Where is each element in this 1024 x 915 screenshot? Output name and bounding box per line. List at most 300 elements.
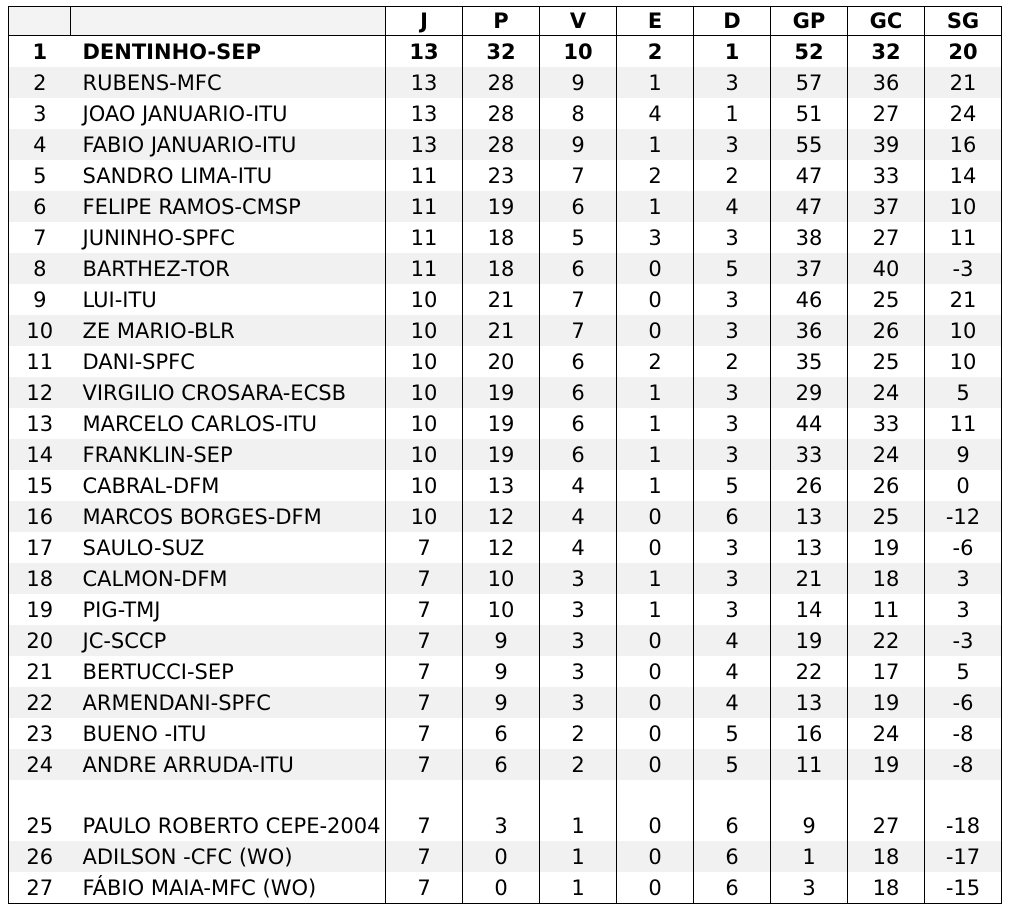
goals-for: 13	[771, 687, 848, 718]
losses: 6	[694, 841, 771, 872]
goal-difference: -12	[925, 501, 1002, 532]
games-played: 10	[386, 470, 463, 501]
games-played: 7	[386, 625, 463, 656]
row-position: 25	[9, 780, 71, 841]
goal-difference: -15	[925, 872, 1002, 904]
header-goals-against: GC	[848, 7, 925, 36]
losses: 6	[694, 872, 771, 904]
draws: 0	[617, 718, 694, 749]
losses: 3	[694, 408, 771, 439]
player-name: BUENO -ITU	[71, 718, 386, 749]
points: 0	[463, 841, 540, 872]
wins: 9	[540, 129, 617, 160]
player-name: VIRGILIO CROSARA-ECSB	[71, 377, 386, 408]
row-position: 15	[9, 470, 71, 501]
table-row	[9, 687, 1002, 718]
losses: 4	[694, 191, 771, 222]
wins: 3	[540, 656, 617, 687]
header-draws: E	[617, 7, 694, 36]
player-name: JUNINHO-SPFC	[71, 222, 386, 253]
points: 0	[463, 872, 540, 904]
table-row	[9, 470, 1002, 501]
draws: 0	[617, 841, 694, 872]
losses: 3	[694, 129, 771, 160]
losses: 5	[694, 749, 771, 780]
goals-for: 55	[771, 129, 848, 160]
goals-against: 27	[848, 98, 925, 129]
wins: 3	[540, 563, 617, 594]
goals-against: 24	[848, 718, 925, 749]
draws: 0	[617, 625, 694, 656]
wins: 8	[540, 98, 617, 129]
games-played: 13	[386, 98, 463, 129]
goals-against: 19	[848, 749, 925, 780]
points: 12	[463, 532, 540, 563]
goals-against: 18	[848, 841, 925, 872]
wins: 7	[540, 284, 617, 315]
points: 20	[463, 346, 540, 377]
goal-difference: 3	[925, 563, 1002, 594]
points: 28	[463, 67, 540, 98]
goal-difference: 5	[925, 656, 1002, 687]
losses: 3	[694, 563, 771, 594]
table-row	[9, 718, 1002, 749]
wins: 7	[540, 315, 617, 346]
goal-difference: -3	[925, 253, 1002, 284]
table-row	[9, 501, 1002, 532]
player-name: FABIO JANUARIO-ITU	[71, 129, 386, 160]
row-position: 14	[9, 439, 71, 470]
row-position: 8	[9, 253, 71, 284]
goal-difference: 10	[925, 346, 1002, 377]
games-played: 11	[386, 191, 463, 222]
goal-difference: 11	[925, 222, 1002, 253]
wins: 5	[540, 222, 617, 253]
table-row	[9, 222, 1002, 253]
table-row	[9, 129, 1002, 160]
goal-difference: -8	[925, 749, 1002, 780]
table-row	[9, 315, 1002, 346]
goals-against: 33	[848, 160, 925, 191]
goals-against: 25	[848, 501, 925, 532]
player-name: BARTHEZ-TOR	[71, 253, 386, 284]
header-goal-difference: SG	[925, 7, 1002, 36]
player-name: FRANKLIN-SEP	[71, 439, 386, 470]
goals-for: 36	[771, 315, 848, 346]
losses: 3	[694, 284, 771, 315]
player-name: SANDRO LIMA-ITU	[71, 160, 386, 191]
wins: 3	[540, 625, 617, 656]
row-position: 18	[9, 563, 71, 594]
games-played: 7	[386, 872, 463, 904]
points: 18	[463, 253, 540, 284]
draws: 0	[617, 315, 694, 346]
header-goals-for: GP	[771, 7, 848, 36]
goal-difference: 11	[925, 408, 1002, 439]
player-name: SAULO-SUZ	[71, 532, 386, 563]
table-row	[9, 36, 1002, 68]
games-played: 7	[386, 841, 463, 872]
draws: 1	[617, 67, 694, 98]
games-played: 13	[386, 129, 463, 160]
player-name: FELIPE RAMOS-CMSP	[71, 191, 386, 222]
games-played: 10	[386, 284, 463, 315]
goals-against: 18	[848, 563, 925, 594]
wins: 2	[540, 718, 617, 749]
goal-difference: 24	[925, 98, 1002, 129]
points: 18	[463, 222, 540, 253]
games-played: 7	[386, 780, 463, 841]
table-row	[9, 98, 1002, 129]
table-row	[9, 625, 1002, 656]
goals-against: 22	[848, 625, 925, 656]
player-name: ZE MARIO-BLR	[71, 315, 386, 346]
losses: 4	[694, 656, 771, 687]
points: 9	[463, 625, 540, 656]
table-row	[9, 67, 1002, 98]
games-played: 7	[386, 532, 463, 563]
player-name: LUI-ITU	[71, 284, 386, 315]
goals-against: 25	[848, 346, 925, 377]
player-name: ARMENDANI-SPFC	[71, 687, 386, 718]
row-position: 1	[9, 36, 71, 68]
games-played: 10	[386, 408, 463, 439]
losses: 3	[694, 222, 771, 253]
goals-for: 22	[771, 656, 848, 687]
header-position	[9, 7, 71, 36]
wins: 1	[540, 780, 617, 841]
goals-against: 27	[848, 222, 925, 253]
draws: 0	[617, 656, 694, 687]
goals-against: 33	[848, 408, 925, 439]
table-row	[9, 841, 1002, 872]
goals-against: 25	[848, 284, 925, 315]
draws: 0	[617, 253, 694, 284]
row-position: 22	[9, 687, 71, 718]
goals-for: 13	[771, 501, 848, 532]
goal-difference: 21	[925, 284, 1002, 315]
goals-against: 24	[848, 439, 925, 470]
losses: 4	[694, 625, 771, 656]
goals-for: 11	[771, 749, 848, 780]
player-name: BERTUCCI-SEP	[71, 656, 386, 687]
points: 21	[463, 284, 540, 315]
goal-difference: 5	[925, 377, 1002, 408]
table-row	[9, 439, 1002, 470]
games-played: 7	[386, 563, 463, 594]
table-row	[9, 749, 1002, 780]
points: 9	[463, 687, 540, 718]
goals-against: 39	[848, 129, 925, 160]
row-position: 13	[9, 408, 71, 439]
goals-against: 19	[848, 532, 925, 563]
points: 19	[463, 408, 540, 439]
table-row	[9, 872, 1002, 904]
points: 19	[463, 191, 540, 222]
row-position: 27	[9, 872, 71, 904]
draws: 1	[617, 470, 694, 501]
goals-for: 3	[771, 872, 848, 904]
goals-for: 1	[771, 841, 848, 872]
goals-for: 29	[771, 377, 848, 408]
games-played: 7	[386, 718, 463, 749]
header-losses: D	[694, 7, 771, 36]
losses: 5	[694, 718, 771, 749]
losses: 3	[694, 315, 771, 346]
draws: 1	[617, 439, 694, 470]
draws: 1	[617, 191, 694, 222]
goal-difference: 16	[925, 129, 1002, 160]
goal-difference: -8	[925, 718, 1002, 749]
losses: 4	[694, 687, 771, 718]
goals-against: 27	[848, 780, 925, 841]
wins: 10	[540, 36, 617, 68]
draws: 0	[617, 532, 694, 563]
goal-difference: 21	[925, 67, 1002, 98]
row-position: 7	[9, 222, 71, 253]
player-name: MARCELO CARLOS-ITU	[71, 408, 386, 439]
draws: 2	[617, 160, 694, 191]
wins: 6	[540, 439, 617, 470]
row-position: 16	[9, 501, 71, 532]
wins: 9	[540, 67, 617, 98]
goals-against: 24	[848, 377, 925, 408]
table-row	[9, 377, 1002, 408]
wins: 3	[540, 594, 617, 625]
player-name: JC-SCCP	[71, 625, 386, 656]
table-row	[9, 160, 1002, 191]
points: 23	[463, 160, 540, 191]
losses: 2	[694, 160, 771, 191]
goals-for: 52	[771, 36, 848, 68]
goals-for: 38	[771, 222, 848, 253]
table-row	[9, 532, 1002, 563]
goal-difference: 9	[925, 439, 1002, 470]
wins: 6	[540, 253, 617, 284]
games-played: 10	[386, 315, 463, 346]
games-played: 11	[386, 222, 463, 253]
goals-against: 40	[848, 253, 925, 284]
goals-for: 21	[771, 563, 848, 594]
player-name: DENTINHO-SEP	[71, 36, 386, 68]
player-name: PAULO ROBERTO CEPE-2004	[71, 780, 386, 841]
goals-for: 51	[771, 98, 848, 129]
points: 28	[463, 129, 540, 160]
points: 10	[463, 594, 540, 625]
goals-for: 14	[771, 594, 848, 625]
losses: 5	[694, 470, 771, 501]
goals-against: 11	[848, 594, 925, 625]
player-name: RUBENS-MFC	[71, 67, 386, 98]
row-position: 4	[9, 129, 71, 160]
goals-against: 32	[848, 36, 925, 68]
row-position: 10	[9, 315, 71, 346]
player-name: ADILSON -CFC (WO)	[71, 841, 386, 872]
draws: 1	[617, 129, 694, 160]
goals-against: 18	[848, 872, 925, 904]
header-games: J	[386, 7, 463, 36]
draws: 0	[617, 284, 694, 315]
goals-for: 9	[771, 780, 848, 841]
goals-against: 19	[848, 687, 925, 718]
points: 9	[463, 656, 540, 687]
row-position: 26	[9, 841, 71, 872]
wins: 6	[540, 191, 617, 222]
player-name: CALMON-DFM	[71, 563, 386, 594]
games-played: 13	[386, 36, 463, 68]
games-played: 10	[386, 346, 463, 377]
wins: 6	[540, 346, 617, 377]
row-position: 23	[9, 718, 71, 749]
wins: 2	[540, 749, 617, 780]
goals-for: 26	[771, 470, 848, 501]
player-name: PIG-TMJ	[71, 594, 386, 625]
losses: 6	[694, 501, 771, 532]
draws: 0	[617, 780, 694, 841]
draws: 0	[617, 872, 694, 904]
goal-difference: -3	[925, 625, 1002, 656]
player-name: DANI-SPFC	[71, 346, 386, 377]
draws: 0	[617, 501, 694, 532]
row-position: 6	[9, 191, 71, 222]
losses: 6	[694, 780, 771, 841]
losses: 5	[694, 253, 771, 284]
points: 32	[463, 36, 540, 68]
goal-difference: -6	[925, 687, 1002, 718]
goals-for: 47	[771, 191, 848, 222]
standings-table	[8, 6, 1002, 904]
losses: 3	[694, 67, 771, 98]
goals-for: 47	[771, 160, 848, 191]
points: 6	[463, 718, 540, 749]
table-row	[9, 408, 1002, 439]
games-played: 11	[386, 253, 463, 284]
points: 19	[463, 439, 540, 470]
games-played: 7	[386, 594, 463, 625]
table-row	[9, 191, 1002, 222]
goals-for: 16	[771, 718, 848, 749]
goal-difference: 10	[925, 315, 1002, 346]
row-position: 24	[9, 749, 71, 780]
goals-against: 37	[848, 191, 925, 222]
goals-for: 46	[771, 284, 848, 315]
goals-for: 57	[771, 67, 848, 98]
points: 21	[463, 315, 540, 346]
games-played: 11	[386, 160, 463, 191]
goal-difference: 10	[925, 191, 1002, 222]
goals-for: 44	[771, 408, 848, 439]
row-position: 12	[9, 377, 71, 408]
goals-against: 26	[848, 315, 925, 346]
goals-for: 33	[771, 439, 848, 470]
table-row	[9, 563, 1002, 594]
player-name: FÁBIO MAIA-MFC (WO)	[71, 872, 386, 904]
goal-difference: 3	[925, 594, 1002, 625]
goal-difference: -6	[925, 532, 1002, 563]
games-played: 10	[386, 377, 463, 408]
table-row	[9, 346, 1002, 377]
draws: 1	[617, 408, 694, 439]
games-played: 7	[386, 749, 463, 780]
games-played: 10	[386, 439, 463, 470]
goals-for: 19	[771, 625, 848, 656]
row-position: 5	[9, 160, 71, 191]
draws: 1	[617, 377, 694, 408]
losses: 3	[694, 439, 771, 470]
header-row	[9, 7, 1002, 36]
table-row	[9, 253, 1002, 284]
row-position: 19	[9, 594, 71, 625]
goal-difference: -18	[925, 780, 1002, 841]
draws: 2	[617, 36, 694, 68]
table-row	[9, 284, 1002, 315]
games-played: 7	[386, 687, 463, 718]
goals-against: 26	[848, 470, 925, 501]
wins: 1	[540, 841, 617, 872]
player-name: CABRAL-DFM	[71, 470, 386, 501]
goals-for: 37	[771, 253, 848, 284]
row-position: 20	[9, 625, 71, 656]
wins: 6	[540, 377, 617, 408]
points: 10	[463, 563, 540, 594]
points: 28	[463, 98, 540, 129]
row-position: 21	[9, 656, 71, 687]
wins: 4	[540, 470, 617, 501]
goal-difference: -17	[925, 841, 1002, 872]
player-name: ANDRE ARRUDA-ITU	[71, 749, 386, 780]
goals-for: 35	[771, 346, 848, 377]
losses: 3	[694, 377, 771, 408]
draws: 2	[617, 346, 694, 377]
row-position: 3	[9, 98, 71, 129]
wins: 3	[540, 687, 617, 718]
goal-difference: 14	[925, 160, 1002, 191]
losses: 1	[694, 98, 771, 129]
points: 19	[463, 377, 540, 408]
player-name: JOAO JANUARIO-ITU	[71, 98, 386, 129]
goal-difference: 20	[925, 36, 1002, 68]
draws: 3	[617, 222, 694, 253]
points: 13	[463, 470, 540, 501]
row-position: 2	[9, 67, 71, 98]
points: 12	[463, 501, 540, 532]
row-position: 17	[9, 532, 71, 563]
header-player	[71, 7, 386, 36]
goals-against: 36	[848, 67, 925, 98]
draws: 1	[617, 594, 694, 625]
draws: 4	[617, 98, 694, 129]
games-played: 13	[386, 67, 463, 98]
table-row	[9, 656, 1002, 687]
player-name: MARCOS BORGES-DFM	[71, 501, 386, 532]
games-played: 7	[386, 656, 463, 687]
losses: 3	[694, 594, 771, 625]
goals-against: 17	[848, 656, 925, 687]
wins: 1	[540, 872, 617, 904]
row-position: 11	[9, 346, 71, 377]
row-position: 9	[9, 284, 71, 315]
wins: 4	[540, 501, 617, 532]
draws: 0	[617, 749, 694, 780]
header-wins: V	[540, 7, 617, 36]
draws: 0	[617, 687, 694, 718]
table-row	[9, 594, 1002, 625]
games-played: 10	[386, 501, 463, 532]
wins: 4	[540, 532, 617, 563]
points: 6	[463, 749, 540, 780]
losses: 1	[694, 36, 771, 68]
losses: 3	[694, 532, 771, 563]
